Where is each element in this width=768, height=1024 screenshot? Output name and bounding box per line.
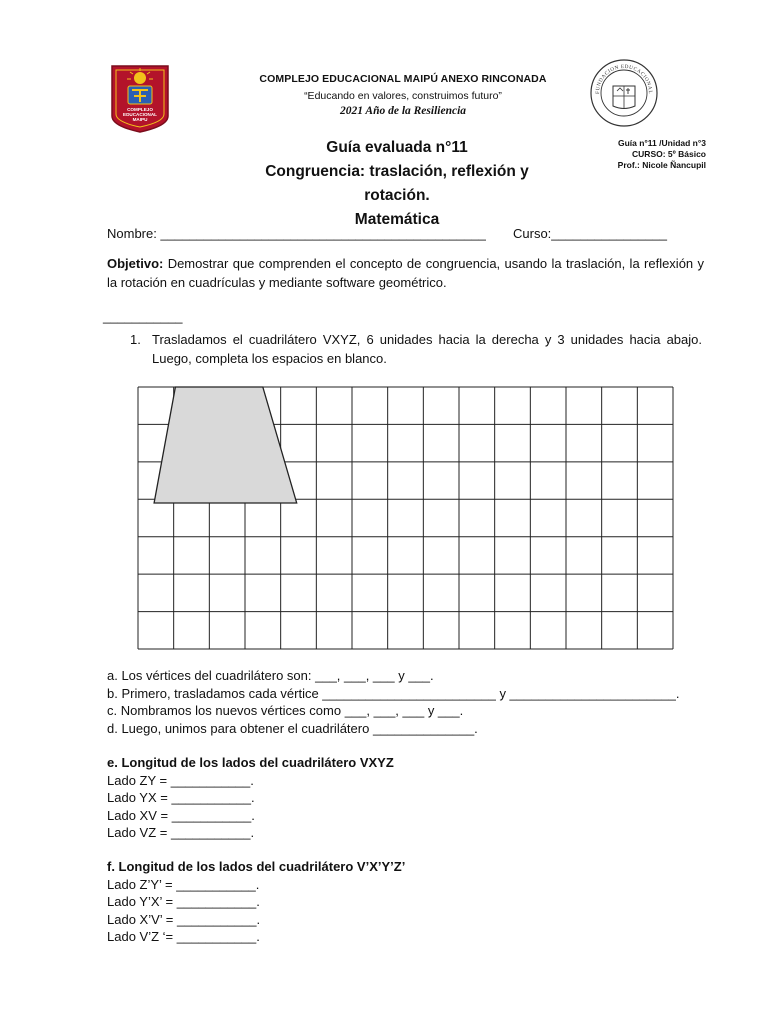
quadrilateral-vxyz xyxy=(154,387,297,503)
section-e-heading: e. Longitud de los lados del cuadrilátero VXYZ xyxy=(107,755,394,770)
school-motto: “Educando en valores, construimos futuro” xyxy=(304,90,502,102)
section-e-item[interactable]: Lado ZY = ___________. xyxy=(107,772,254,788)
section-e-item[interactable]: Lado VZ = ___________. xyxy=(107,825,255,840)
guide-course: CURSO: 5º Básico xyxy=(632,149,706,159)
section-f-item[interactable]: Lado Z’Y’ = ___________. xyxy=(107,876,260,892)
objective-paragraph xyxy=(107,254,704,292)
year-motto: 2021 Año de la Resiliencia xyxy=(339,105,467,117)
grid-diagram xyxy=(137,386,674,655)
section-f-item[interactable]: Lado X’V’ = ___________. xyxy=(107,911,261,927)
section-f-heading: f. Longitud de los lados del cuadrilátero V’X’Y’Z’ xyxy=(107,859,406,874)
objective-label: Objetivo: xyxy=(107,256,164,271)
answer-b[interactable]: b. Primero, trasladamos cada vértice ________________________ y _______________________. xyxy=(107,685,680,701)
school-shield-logo xyxy=(110,64,170,134)
school-name: COMPLEJO EDUCACIONAL MAIPÚ ANEXO RINCONADA xyxy=(259,73,547,85)
guide-teacher: Prof.: Nicole Ñancupil xyxy=(617,160,706,170)
section-e-item[interactable]: Lado YX = ___________. xyxy=(107,790,255,805)
course-field[interactable]: Curso:________________ xyxy=(513,226,667,241)
answer-c[interactable]: c. Nombramos los nuevos vértices como ___, ___, ___ y ___. xyxy=(107,703,464,718)
section-f xyxy=(107,858,405,946)
guide-info xyxy=(618,138,706,171)
short-blank-line: ___________ xyxy=(103,309,183,324)
guide-number: Guía n°11 /Unidad n°3 xyxy=(617,138,706,148)
answers-list xyxy=(107,667,679,737)
question-1 xyxy=(130,330,702,368)
section-f-item[interactable]: Lado Y’X’ = ___________. xyxy=(107,894,260,909)
answer-a[interactable]: a. Los vértices del cuadrilátero son: ___, ___, ___ y ___. xyxy=(107,668,434,683)
answer-d[interactable]: d. Luego, unimos para obtener el cuadrilátero ______________. xyxy=(107,720,478,736)
name-field[interactable]: Nombre: _____________________________________________ xyxy=(107,226,486,241)
objective-text: Demostrar que comprenden el concepto de congruencia, usando la traslación, la reflexión y la rotación en cuadrículas y mediante software geométrico. xyxy=(107,256,704,290)
question-1-number: 1. xyxy=(130,332,141,347)
section-e xyxy=(107,754,394,842)
title-line-3: rotación. xyxy=(364,187,430,204)
question-1-text: Trasladamos el cuadrilátero VXYZ, 6 unidades hacia la derecha y 3 unidades hacia abajo. Luego, completa los espacios en blanco. xyxy=(152,332,702,366)
title-line-4: Matemática xyxy=(354,211,440,228)
title-line-1: Guía evaluada n°11 xyxy=(326,139,468,156)
logo-text-line3: MAIPU xyxy=(132,117,148,122)
logo-text-line2: EDUCACIONAL xyxy=(123,112,157,117)
section-e-item[interactable]: Lado XV = ___________. xyxy=(107,807,255,823)
page-title xyxy=(200,136,594,232)
grid-svg xyxy=(137,386,674,650)
title-line-2: Congruencia: traslación, reflexión y xyxy=(265,163,529,180)
seal-text: FUNDACION EDUCACIONAL xyxy=(594,63,654,95)
section-f-item[interactable]: Lado V’Z ‘= ___________. xyxy=(107,929,260,944)
logo-text-line1: COMPLEJO xyxy=(127,107,153,112)
